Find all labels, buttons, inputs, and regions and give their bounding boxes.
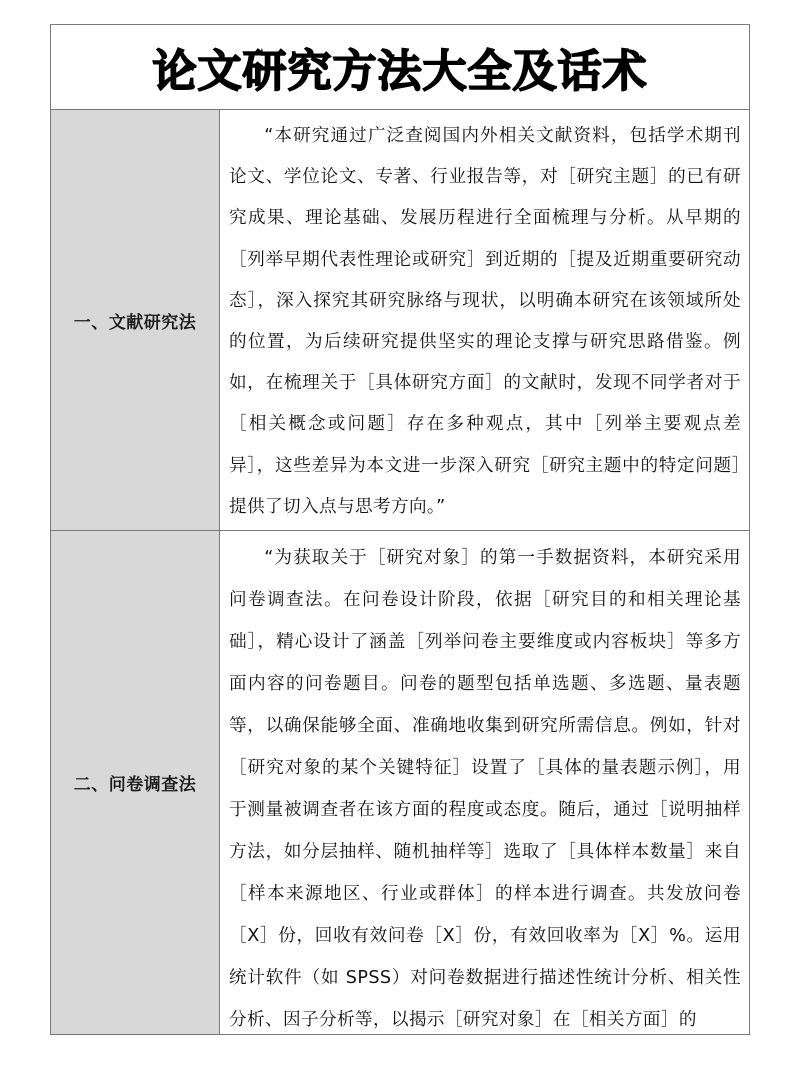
section-label: 二、问卷调查法 [73,775,197,795]
section-label-cell [51,110,220,530]
section-label-cell [51,531,220,1034]
section-content-cell [220,531,749,1034]
section-content-cell [220,110,749,530]
title-row [51,25,749,110]
section-content: “为获取关于［研究对象］的第一手数据资料，本研究采用问卷调查法。在问卷设计阶段，依据［研究目的和相关理论基础］，精心设计了涵盖［列举问卷主要维度或内容板块］等多方面内容的问卷题目。问卷的题型包括单选题、多选题、量表题等，以确保能够全面、准确地收集到研究所需信息。例如，针对［研究对象的某个关键特征］设置了［具体的量表题示例］，用于测量被调查者在该方面的程度或态度。随后，通过［说明抽样方法，如分层抽样、随机抽样等］选取了［具体样本数量］来自［样本来源地区、行业或群体］的样本进行调查。共发放问卷［X］份，回收有效问卷［X］份，有效回收率为［X］%。运用统计软件（如 SPSS）对问卷数据进行描述性统计分析、相关性分析、因子分析等，以揭示［研究对象］在［相关方面］的 [229,548,741,1030]
section-label: 一、文献研究法 [73,312,197,333]
section-content: “本研究通过广泛查阅国内外相关文献资料，包括学术期刊论文、学位论文、专著、行业报告等，对［研究主题］的已有研究成果、理论基础、发展历程进行全面梳理与分析。从早期的［列举早期代表性理论或研究］到近期的［提及近期重要研究动态］，深入探究其研究脉络与现状，以明确本研究在该领域所处的位置，为后续研究提供坚实的理论支撑与研究思路借鉴。例如，在梳理关于［具体研究方面］的文献时，发现不同学者对于［相关概念或问题］存在多种观点，其中［列举主要观点差异］，这些差异为本文进一步深入研究［研究主题中的特定问题］提供了切入点与思考方向。” [229,126,741,517]
methods-table [50,24,750,1035]
page-title: 论文研究方法大全及话术 [152,46,648,97]
section-row-literature [51,110,749,531]
section-row-questionnaire [51,531,749,1034]
